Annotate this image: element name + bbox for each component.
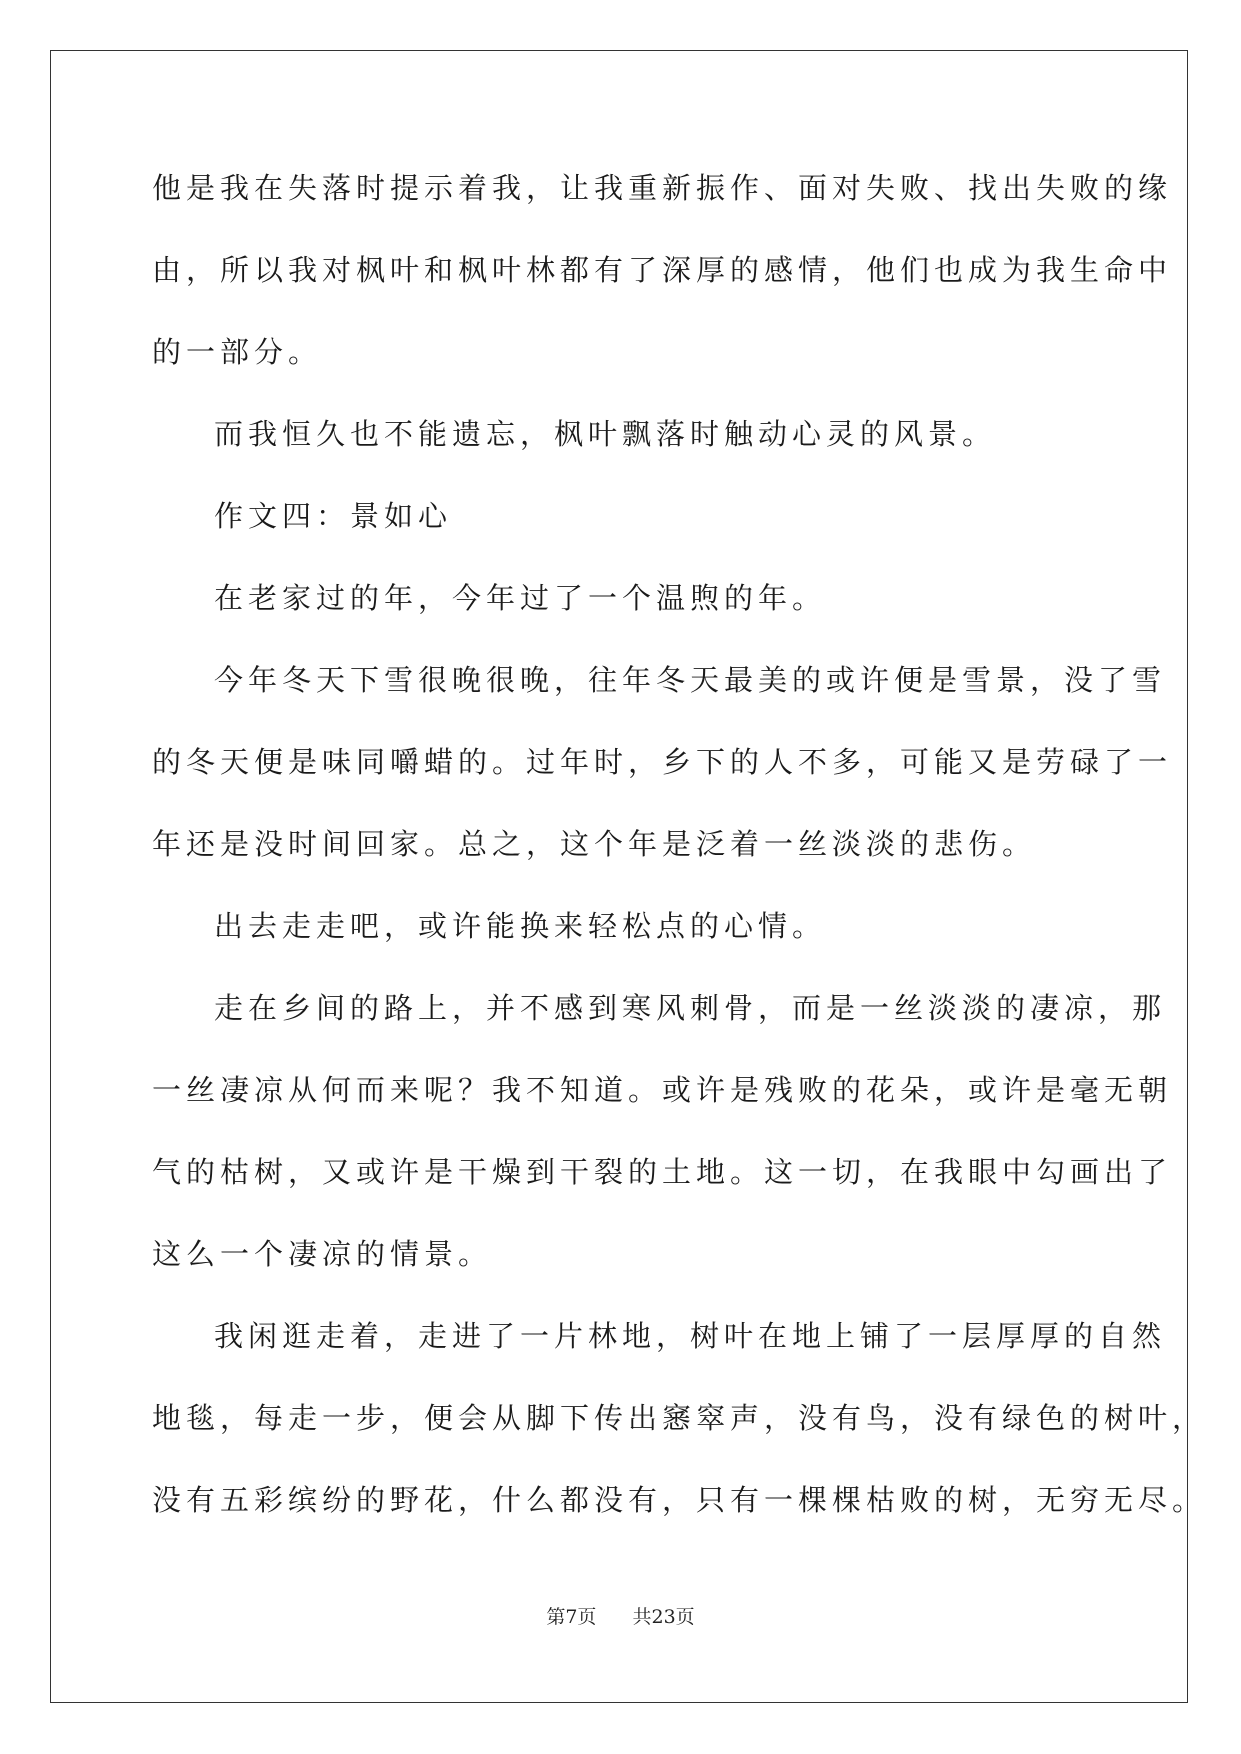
text-line: 地毯，每走一步，便会从脚下传出窸窣声，没有鸟，没有绿色的树叶， (152, 1401, 1207, 1435)
text-line: 由，所以我对枫叶和枫叶林都有了深厚的感情，他们也成为我生命中 (152, 253, 1173, 287)
text-line: 年还是没时间回家。总之，这个年是泛着一丝淡淡的悲伤。 (152, 827, 1037, 861)
text-line: 而我恒久也不能遗忘，枫叶飘落时触动心灵的风景。 (214, 417, 997, 451)
page-number-current: 第7页 (546, 1606, 597, 1628)
text-line: 今年冬天下雪很晚很晚，往年冬天最美的或许便是雪景，没了雪 (214, 663, 1167, 697)
text-line: 在老家过的年，今年过了一个温煦的年。 (214, 581, 827, 615)
text-line: 我闲逛走着，走进了一片林地，树叶在地上铺了一层厚厚的自然 (214, 1319, 1167, 1353)
section-heading: 作文四：景如心 (214, 499, 453, 533)
text-line: 一丝凄凉从何而来呢？我不知道。或许是残败的花朵，或许是毫无朝 (152, 1073, 1173, 1107)
text-line: 走在乡间的路上，并不感到寒风刺骨，而是一丝淡淡的凄凉，那 (214, 991, 1167, 1025)
page-number-total: 共23页 (632, 1606, 695, 1628)
text-line: 的冬天便是味同嚼蜡的。过年时，乡下的人不多，可能又是劳碌了一 (152, 745, 1173, 779)
text-line: 这么一个凄凉的情景。 (152, 1237, 493, 1271)
text-line: 出去走走吧，或许能换来轻松点的心情。 (214, 909, 827, 943)
document-body (152, 158, 1207, 1552)
text-line: 气的枯树，又或许是干燥到干裂的土地。这一切，在我眼中勾画出了 (152, 1155, 1173, 1189)
text-line: 他是我在失落时提示着我，让我重新振作、面对失败、找出失败的缘 (152, 171, 1173, 205)
text-line: 的一部分。 (152, 335, 323, 369)
text-line: 没有五彩缤纷的野花，什么都没有，只有一棵棵枯败的树，无穷无尽。 (152, 1483, 1207, 1517)
page-footer (0, 1602, 1241, 1629)
